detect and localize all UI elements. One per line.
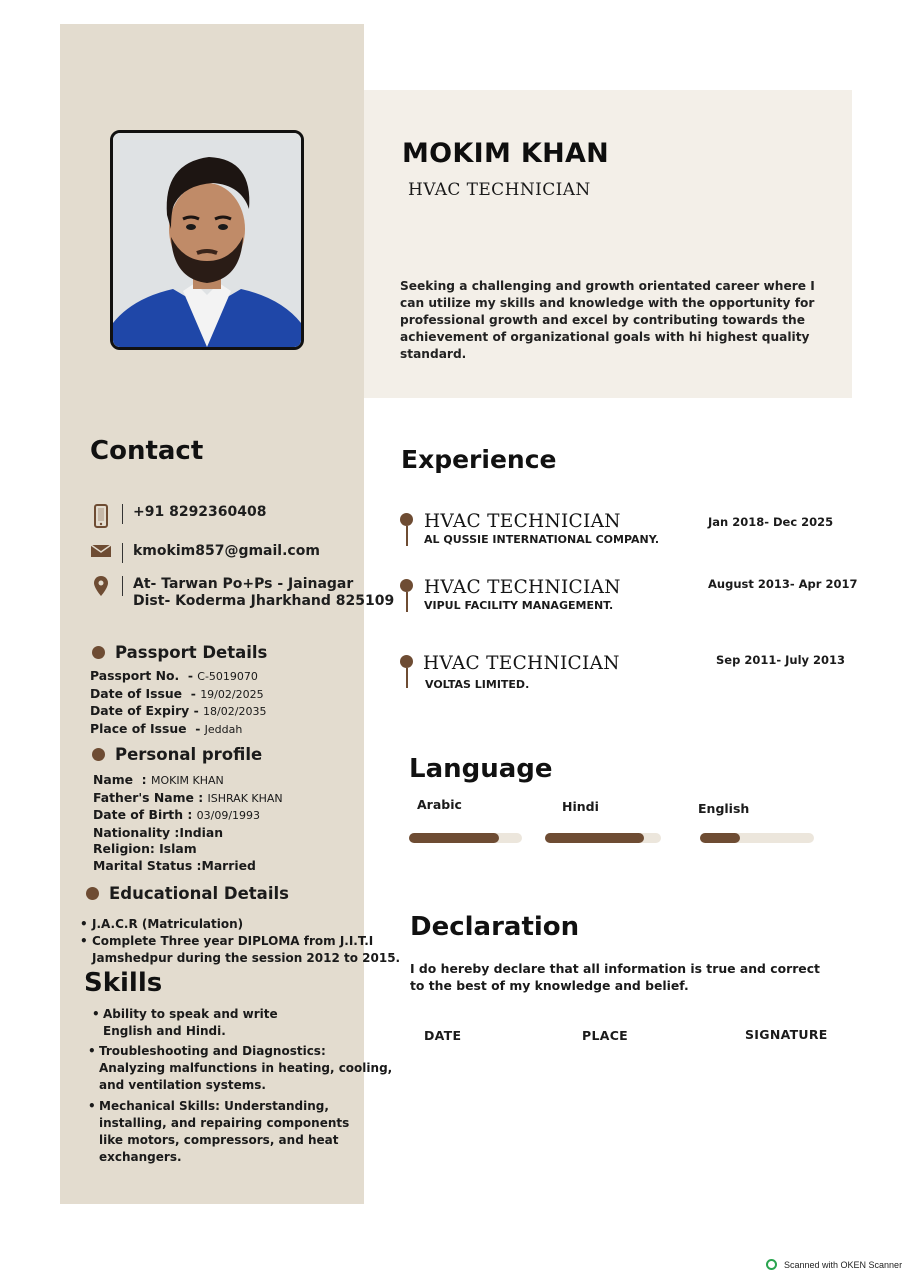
language-heading: Language xyxy=(409,754,553,784)
personal-profile-details xyxy=(93,772,283,874)
personal-profile-heading-text: Personal profile xyxy=(115,745,263,764)
signature-label: SIGNATURE xyxy=(745,1027,828,1042)
skill-item: • Ability to speak and write English and Hindi. xyxy=(92,1006,278,1040)
bullet-dot xyxy=(86,887,99,900)
job-title: HVAC TECHNICIAN xyxy=(423,653,620,674)
email-address[interactable]: kmokim857@gmail.com xyxy=(133,543,320,559)
job-title: HVAC TECHNICIAN xyxy=(424,511,621,532)
language-bar-fill xyxy=(409,833,499,843)
timeline-pin-icon xyxy=(400,655,414,689)
job-dates: Jan 2018- Dec 2025 xyxy=(708,515,834,529)
passport-row: Passport No. - C-5019070 xyxy=(90,668,258,683)
declaration-text: I do hereby declare that all information is true and correct to the best of my knowledge and belief. xyxy=(410,961,820,993)
address-line-1: At- Tarwan Po+Ps - Jainagar xyxy=(133,576,354,592)
passport-row: Date of Expiry - 18/02/2035 xyxy=(90,703,267,718)
scanner-watermark xyxy=(766,1259,902,1270)
contact-heading: Contact xyxy=(90,436,204,466)
company-name: VIPUL FACILITY MANAGEMENT. xyxy=(424,599,614,612)
language-item xyxy=(698,801,749,816)
divider xyxy=(122,504,123,524)
passport-heading-text: Passport Details xyxy=(115,643,268,662)
declaration-heading: Declaration xyxy=(410,912,580,942)
language-bar-fill xyxy=(545,833,644,843)
language-name: English xyxy=(698,801,750,816)
scanner-logo-icon xyxy=(766,1259,777,1270)
profile-row: Date of Birth : 03/09/1993 xyxy=(93,807,261,822)
bullet-dot xyxy=(92,748,105,761)
personal-profile-heading xyxy=(92,745,262,764)
candidate-name: MOKIM KHAN xyxy=(402,138,610,169)
profile-row: Marital Status :Married xyxy=(93,857,256,873)
language-item xyxy=(562,799,599,814)
education-item: • Complete Three year DIPLOMA from J.I.T.I xyxy=(80,933,373,950)
education-heading xyxy=(86,884,289,903)
date-label: DATE xyxy=(424,1028,462,1043)
education-item: • J.A.C.R (Matriculation) xyxy=(80,916,373,933)
job-dates: August 2013- Apr 2017 xyxy=(708,577,858,591)
language-item xyxy=(417,797,462,812)
language-bar-fill xyxy=(700,833,740,843)
passport-heading xyxy=(92,643,267,662)
profile-photo xyxy=(110,130,304,350)
contact-address-row xyxy=(90,576,394,610)
career-objective: Seeking a challenging and growth orientated career where I can utilize my skills and knowledge with the opportunity for professional growth and excel by contributing towards the achievement of organizational goals with hi highest quality standard. xyxy=(400,279,815,361)
passport-details xyxy=(90,668,266,738)
profile-row: Name : MOKIM KHAN xyxy=(93,772,224,787)
language-bar-track xyxy=(545,833,661,843)
skills-list xyxy=(88,1043,392,1166)
profile-row: Father's Name : ISHRAK KHAN xyxy=(93,789,283,805)
skill-item: • Mechanical Skills: Understanding, installing, and repairing components like motors, compressors, and heat exchangers. xyxy=(88,1098,392,1166)
language-bar-track xyxy=(409,833,522,843)
passport-row: Date of Issue - 19/02/2025 xyxy=(90,685,264,701)
passport-row: Place of Issue - Jeddah xyxy=(90,720,243,736)
place-label: PLACE xyxy=(582,1028,629,1043)
education-heading-text: Educational Details xyxy=(109,884,289,903)
job-dates: Sep 2011- July 2013 xyxy=(716,653,846,667)
job-title: HVAC TECHNICIAN xyxy=(424,577,621,598)
education-list xyxy=(80,916,373,950)
divider xyxy=(122,543,123,563)
contact-phone-row xyxy=(90,504,267,528)
candidate-role: HVAC TECHNICIAN xyxy=(408,180,591,200)
timeline-pin-icon xyxy=(400,513,414,547)
skill-item: • Troubleshooting and Diagnostics: Analyzing malfunctions in heating, cooling, and ventilation systems. xyxy=(88,1043,392,1094)
profile-row: Nationality :Indian xyxy=(93,824,224,840)
location-icon xyxy=(90,576,112,596)
contact-email-row xyxy=(90,543,320,563)
profile-photo-image xyxy=(113,133,301,347)
phone-number[interactable]: +91 8292360408 xyxy=(133,504,267,520)
scanner-text: Scanned with OKEN Scanner xyxy=(784,1259,903,1270)
skills-heading: Skills xyxy=(84,968,163,998)
language-name: Hindi xyxy=(562,799,599,814)
education-item-continued: Jamshedpur during the session 2012 to 2015. xyxy=(92,951,401,965)
timeline-pin-icon xyxy=(400,579,414,613)
language-name: Arabic xyxy=(417,797,462,812)
skills-list xyxy=(92,1006,278,1044)
company-name: VOLTAS LIMITED. xyxy=(425,678,530,691)
bullet-dot xyxy=(92,646,105,659)
profile-row: Religion: Islam xyxy=(93,841,197,856)
address-line-2: Dist- Koderma Jharkhand 825109 xyxy=(133,593,395,609)
divider xyxy=(122,576,123,596)
address xyxy=(133,576,394,610)
language-bar-track xyxy=(700,833,814,843)
company-name: AL QUSSIE INTERNATIONAL COMPANY. xyxy=(424,533,660,546)
mail-icon xyxy=(90,543,112,559)
phone-icon xyxy=(90,504,112,528)
experience-heading: Experience xyxy=(401,445,557,474)
